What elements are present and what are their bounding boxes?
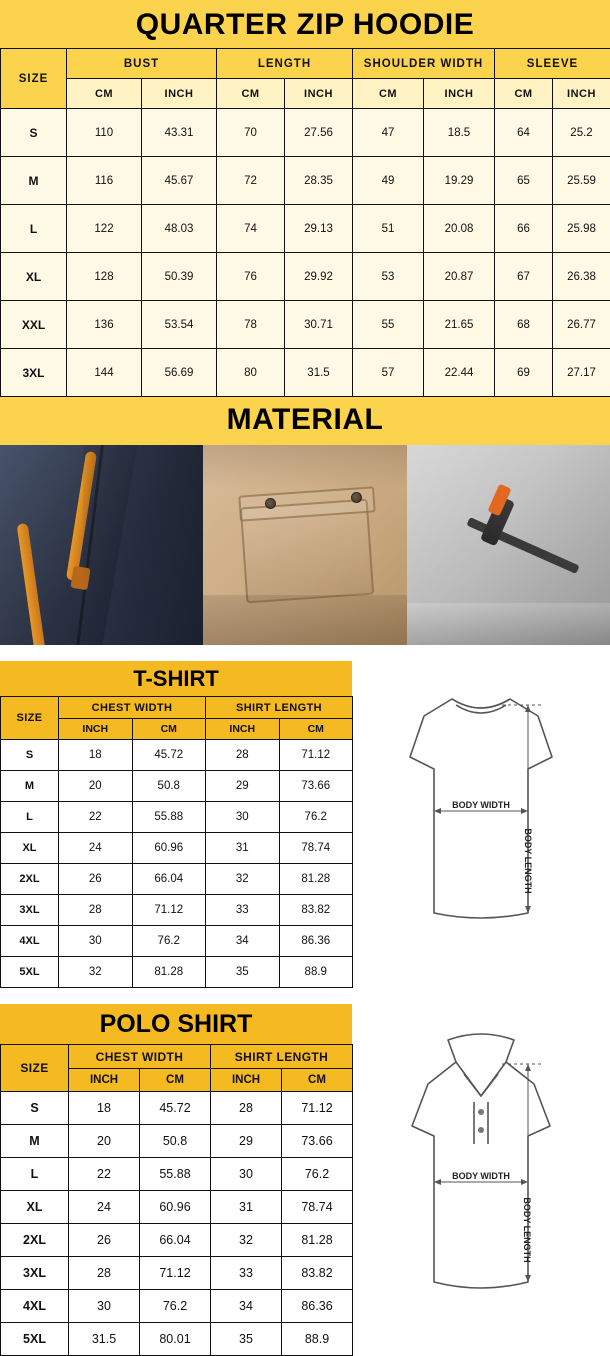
cell-bust-cm: 136 (67, 301, 142, 349)
header-bust: BUST (67, 49, 217, 79)
cell-length-inch: 32 (211, 1224, 282, 1257)
cell-chest-inch: 22 (69, 1158, 140, 1191)
cell-length-inch: 28 (206, 740, 280, 771)
cell-sleeve-inch: 26.77 (553, 301, 610, 349)
cell-length-inch: 29.13 (285, 205, 353, 253)
polo-diagram-wrap (352, 1004, 610, 1356)
cell-sleeve-cm: 65 (495, 157, 553, 205)
cell-chest-cm: 71.12 (140, 1257, 211, 1290)
cell-bust-cm: 116 (67, 157, 142, 205)
table-header-row (1, 697, 353, 719)
table-row (1, 1290, 353, 1323)
cell-chest-cm: 76.2 (132, 926, 206, 957)
hoodie-size-table (0, 48, 610, 397)
unit-length-cm: CM (279, 719, 353, 740)
header-shoulder-width: SHOULDER WIDTH (353, 49, 495, 79)
cell-bust-cm: 110 (67, 109, 142, 157)
cell-chest-inch: 20 (69, 1125, 140, 1158)
cell-bust-inch: 53.54 (142, 301, 217, 349)
unit-length-cm: CM (217, 79, 285, 109)
cell-length-inch: 30.71 (285, 301, 353, 349)
cell-length-cm: 81.28 (279, 864, 353, 895)
cell-shoulder-cm: 57 (353, 349, 424, 397)
cell-length-inch: 29 (206, 771, 280, 802)
cell-length-inch: 31.5 (285, 349, 353, 397)
header-chest-width: CHEST WIDTH (59, 697, 206, 719)
cell-chest-cm: 45.72 (132, 740, 206, 771)
cell-length-cm: 73.66 (279, 771, 353, 802)
cell-shoulder-inch: 20.87 (424, 253, 495, 301)
table-row (1, 895, 353, 926)
cell-length-inch: 31 (206, 833, 280, 864)
table-row (1, 1092, 353, 1125)
header-size: SIZE (1, 697, 59, 740)
cell-bust-cm: 128 (67, 253, 142, 301)
row-size: 3XL (1, 1257, 69, 1290)
table-row (1, 864, 353, 895)
polo-measurement-diagram (352, 1004, 610, 1324)
row-size: 5XL (1, 1323, 69, 1356)
cell-bust-inch: 43.31 (142, 109, 217, 157)
table-row (1, 1323, 353, 1356)
cell-length-cm: 71.12 (282, 1092, 353, 1125)
table-row (1, 301, 610, 349)
table-row (1, 157, 610, 205)
unit-length-inch: INCH (211, 1069, 282, 1092)
polo-size-table (0, 1044, 353, 1356)
cell-length-inch: 33 (206, 895, 280, 926)
table-row (1, 253, 610, 301)
cell-length-cm: 74 (217, 205, 285, 253)
cell-length-inch: 34 (211, 1290, 282, 1323)
cell-length-inch: 28 (211, 1092, 282, 1125)
row-size: XXL (1, 301, 67, 349)
cell-length-cm: 70 (217, 109, 285, 157)
tshirt-diagram-wrap (352, 661, 610, 988)
cell-length-inch: 34 (206, 926, 280, 957)
cell-length-cm: 76.2 (279, 802, 353, 833)
cell-shoulder-inch: 18.5 (424, 109, 495, 157)
cell-length-inch: 28.35 (285, 157, 353, 205)
cell-length-inch: 30 (211, 1158, 282, 1191)
cell-bust-inch: 50.39 (142, 253, 217, 301)
ribbed-hem (407, 603, 610, 645)
cell-chest-inch: 24 (69, 1191, 140, 1224)
cell-chest-inch: 18 (69, 1092, 140, 1125)
cell-chest-cm: 55.88 (140, 1158, 211, 1191)
table-row (1, 771, 353, 802)
section-gap (0, 988, 610, 1004)
cell-length-cm: 71.12 (279, 740, 353, 771)
cell-chest-cm: 81.28 (132, 957, 206, 988)
unit-sleeve-inch: INCH (553, 79, 610, 109)
table-row (1, 109, 610, 157)
tshirt-measurement-diagram (352, 661, 610, 981)
unit-chest-cm: CM (132, 719, 206, 740)
polo-table-wrap (0, 1004, 352, 1356)
header-shirt-length: SHIRT LENGTH (206, 697, 353, 719)
cell-bust-inch: 48.03 (142, 205, 217, 253)
unit-bust-inch: INCH (142, 79, 217, 109)
cell-sleeve-inch: 26.38 (553, 253, 610, 301)
cell-shoulder-inch: 19.29 (424, 157, 495, 205)
section-gap (0, 645, 610, 661)
cell-bust-cm: 122 (67, 205, 142, 253)
cell-chest-cm: 71.12 (132, 895, 206, 926)
cell-sleeve-cm: 69 (495, 349, 553, 397)
cell-length-cm: 76.2 (282, 1158, 353, 1191)
cell-length-cm: 88.9 (282, 1323, 353, 1356)
row-size: S (1, 1092, 69, 1125)
cell-chest-inch: 28 (69, 1257, 140, 1290)
header-length: LENGTH (217, 49, 353, 79)
table-row (1, 1125, 353, 1158)
cell-length-inch: 27.56 (285, 109, 353, 157)
tshirt-body-length-label: BODY LENGTH (523, 828, 533, 893)
cell-chest-inch: 30 (69, 1290, 140, 1323)
table-row (1, 205, 610, 253)
cell-sleeve-inch: 25.59 (553, 157, 610, 205)
header-shirt-length: SHIRT LENGTH (211, 1045, 353, 1069)
photo-top-shade (203, 445, 407, 489)
cell-length-inch: 32 (206, 864, 280, 895)
cell-chest-inch: 26 (69, 1224, 140, 1257)
header-sleeve: SLEEVE (495, 49, 610, 79)
cell-sleeve-inch: 25.98 (553, 205, 610, 253)
cell-chest-inch: 18 (59, 740, 133, 771)
table-row (1, 957, 353, 988)
table-row (1, 802, 353, 833)
tshirt-section-title: T-SHIRT (0, 661, 352, 696)
cell-length-cm: 83.82 (279, 895, 353, 926)
polo-section-title: POLO SHIRT (0, 1004, 352, 1044)
unit-sleeve-cm: CM (495, 79, 553, 109)
table-header-row (1, 49, 610, 79)
table-row (1, 1224, 353, 1257)
cell-length-cm: 72 (217, 157, 285, 205)
fabric-crease (203, 595, 407, 645)
cell-chest-inch: 20 (59, 771, 133, 802)
cell-sleeve-inch: 27.17 (553, 349, 610, 397)
row-size: L (1, 1158, 69, 1191)
polo-body-length-label: BODY LENGTH (522, 1197, 532, 1262)
table-row (1, 1158, 353, 1191)
tshirt-section (0, 661, 610, 988)
unit-chest-cm: CM (140, 1069, 211, 1092)
cell-sleeve-cm: 67 (495, 253, 553, 301)
row-size: L (1, 802, 59, 833)
cell-chest-inch: 32 (59, 957, 133, 988)
row-size: XL (1, 1191, 69, 1224)
cell-shoulder-cm: 49 (353, 157, 424, 205)
cell-length-inch: 35 (211, 1323, 282, 1356)
cell-shoulder-inch: 22.44 (424, 349, 495, 397)
unit-bust-cm: CM (67, 79, 142, 109)
table-header-row (1, 1045, 353, 1069)
material-photo-strip (0, 445, 610, 645)
cell-chest-cm: 66.04 (140, 1224, 211, 1257)
cell-chest-cm: 76.2 (140, 1290, 211, 1323)
cell-length-cm: 81.28 (282, 1224, 353, 1257)
row-size: 2XL (1, 1224, 69, 1257)
cell-chest-cm: 50.8 (132, 771, 206, 802)
cell-chest-inch: 24 (59, 833, 133, 864)
table-row (1, 833, 353, 864)
hoodie-section-title: QUARTER ZIP HOODIE (0, 0, 610, 48)
row-size: XL (1, 833, 59, 864)
cell-chest-cm: 60.96 (140, 1191, 211, 1224)
row-size: M (1, 1125, 69, 1158)
table-row (1, 349, 610, 397)
unit-shoulder-inch: INCH (424, 79, 495, 109)
cell-chest-inch: 22 (59, 802, 133, 833)
row-size: 4XL (1, 1290, 69, 1323)
snap-button (351, 492, 362, 503)
cell-length-cm: 88.9 (279, 957, 353, 988)
row-size: S (1, 109, 67, 157)
cell-chest-inch: 31.5 (69, 1323, 140, 1356)
cell-chest-cm: 60.96 (132, 833, 206, 864)
cell-bust-cm: 144 (67, 349, 142, 397)
cell-shoulder-inch: 21.65 (424, 301, 495, 349)
cell-sleeve-cm: 66 (495, 205, 553, 253)
tan-sleeve-pocket-photo (203, 445, 407, 645)
table-row (1, 926, 353, 957)
cell-length-cm: 80 (217, 349, 285, 397)
cell-length-inch: 33 (211, 1257, 282, 1290)
row-size: S (1, 740, 59, 771)
cell-shoulder-inch: 20.08 (424, 205, 495, 253)
header-size: SIZE (1, 49, 67, 109)
unit-chest-inch: INCH (59, 719, 133, 740)
cell-length-inch: 31 (211, 1191, 282, 1224)
tshirt-body-width-label: BODY WIDTH (452, 800, 510, 810)
table-unit-row (1, 79, 610, 109)
cell-length-cm: 86.36 (282, 1290, 353, 1323)
row-size: XL (1, 253, 67, 301)
cell-length-inch: 35 (206, 957, 280, 988)
unit-chest-inch: INCH (69, 1069, 140, 1092)
cell-length-cm: 86.36 (279, 926, 353, 957)
snap-button (265, 498, 276, 509)
cell-sleeve-inch: 25.2 (553, 109, 610, 157)
cell-length-cm: 78.74 (282, 1191, 353, 1224)
unit-length-inch: INCH (206, 719, 280, 740)
cell-sleeve-cm: 64 (495, 109, 553, 157)
cell-chest-cm: 55.88 (132, 802, 206, 833)
photo-shadow (83, 445, 203, 645)
header-size: SIZE (1, 1045, 69, 1092)
row-size: 2XL (1, 864, 59, 895)
row-size: 3XL (1, 349, 67, 397)
cell-chest-inch: 30 (59, 926, 133, 957)
cell-chest-cm: 50.8 (140, 1125, 211, 1158)
cell-chest-inch: 26 (59, 864, 133, 895)
cell-sleeve-cm: 68 (495, 301, 553, 349)
cell-length-cm: 78.74 (279, 833, 353, 864)
cell-shoulder-cm: 55 (353, 301, 424, 349)
cell-length-cm: 78 (217, 301, 285, 349)
cell-bust-inch: 45.67 (142, 157, 217, 205)
header-chest-width: CHEST WIDTH (69, 1045, 211, 1069)
row-size: 3XL (1, 895, 59, 926)
cell-length-inch: 29 (211, 1125, 282, 1158)
cell-shoulder-cm: 51 (353, 205, 424, 253)
polo-section (0, 1004, 610, 1356)
row-size: M (1, 771, 59, 802)
cell-chest-cm: 45.72 (140, 1092, 211, 1125)
tshirt-size-table (0, 696, 353, 988)
row-size: 5XL (1, 957, 59, 988)
row-size: 4XL (1, 926, 59, 957)
cell-chest-cm: 66.04 (132, 864, 206, 895)
grey-zipper-pull-photo (407, 445, 610, 645)
cell-chest-inch: 28 (59, 895, 133, 926)
unit-length-cm: CM (282, 1069, 353, 1092)
cell-length-cm: 76 (217, 253, 285, 301)
row-size: L (1, 205, 67, 253)
table-row (1, 740, 353, 771)
unit-shoulder-cm: CM (353, 79, 424, 109)
cell-length-inch: 29.92 (285, 253, 353, 301)
cell-shoulder-cm: 53 (353, 253, 424, 301)
table-row (1, 1257, 353, 1290)
cell-length-inch: 30 (206, 802, 280, 833)
navy-hoodie-drawstring-photo (0, 445, 203, 645)
polo-body-width-label: BODY WIDTH (452, 1171, 510, 1181)
unit-length-inch: INCH (285, 79, 353, 109)
cell-shoulder-cm: 47 (353, 109, 424, 157)
cell-chest-cm: 80.01 (140, 1323, 211, 1356)
tshirt-table-wrap (0, 661, 352, 988)
cell-bust-inch: 56.69 (142, 349, 217, 397)
material-section-title: MATERIAL (0, 397, 610, 445)
cell-length-cm: 73.66 (282, 1125, 353, 1158)
cell-length-cm: 83.82 (282, 1257, 353, 1290)
table-row (1, 1191, 353, 1224)
row-size: M (1, 157, 67, 205)
